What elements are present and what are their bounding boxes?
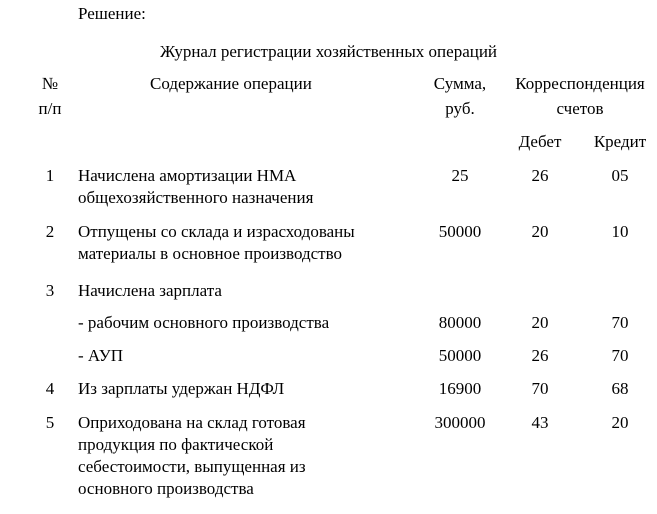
header-num-1: № <box>41 74 59 93</box>
row-content-line: основного производства <box>78 479 254 498</box>
row-credit: 70 <box>611 346 629 365</box>
row-sum: 80000 <box>438 313 482 332</box>
row-sum: 25 <box>451 166 469 185</box>
row-content-line: Оприходована на склад готовая <box>78 413 306 432</box>
header-credit: Кредит <box>593 132 647 151</box>
row-content-line: материалы в основное производство <box>78 244 343 263</box>
solution-heading: Решение: <box>78 4 146 23</box>
row-content-line: Начислена зарплата <box>78 281 222 300</box>
row-credit: 20 <box>611 413 629 432</box>
header-corr-1: Корреспонденция <box>515 74 645 93</box>
row-debit: 43 <box>531 413 549 432</box>
header-debit: Дебет <box>518 132 562 151</box>
row-debit: 70 <box>531 379 549 398</box>
header-sum-2: руб. <box>445 99 475 118</box>
row-debit: 26 <box>531 166 549 185</box>
journal-title: Журнал регистрации хозяйственных операций <box>159 42 498 61</box>
row-number: 5 <box>45 413 55 432</box>
header-corr-2: счетов <box>556 99 604 118</box>
row-content-line: общехозяйственного назначения <box>78 188 314 207</box>
row-content-line: Начислена амортизации НМА <box>78 166 297 185</box>
row-credit: 10 <box>611 222 629 241</box>
row-number: 1 <box>45 166 55 185</box>
header-content: Содержание операции <box>150 74 312 93</box>
row-debit: 20 <box>531 222 549 241</box>
row-number: 3 <box>45 281 55 300</box>
row-content-line: продукция по фактической <box>78 435 274 454</box>
row-content-line: Отпущены со склада и израсходованы <box>78 222 355 241</box>
row-content-line: Из зарплаты удержан НДФЛ <box>78 379 285 398</box>
row-number: 4 <box>45 379 55 398</box>
header-num-2: п/п <box>38 99 62 118</box>
row-content-line: - рабочим основного производства <box>78 313 330 332</box>
row-sum: 50000 <box>438 222 482 241</box>
row-sum: 300000 <box>434 413 486 432</box>
row-credit: 68 <box>611 379 629 398</box>
row-credit: 70 <box>611 313 629 332</box>
row-content-line: - АУП <box>78 346 124 365</box>
row-sum: 16900 <box>438 379 482 398</box>
row-debit: 26 <box>531 346 549 365</box>
row-sum: 50000 <box>438 346 482 365</box>
row-number: 2 <box>45 222 55 241</box>
row-debit: 20 <box>531 313 549 332</box>
header-sum-1: Сумма, <box>433 74 487 93</box>
row-credit: 05 <box>611 166 629 185</box>
row-content-line: себестоимости, выпущенная из <box>78 457 306 476</box>
